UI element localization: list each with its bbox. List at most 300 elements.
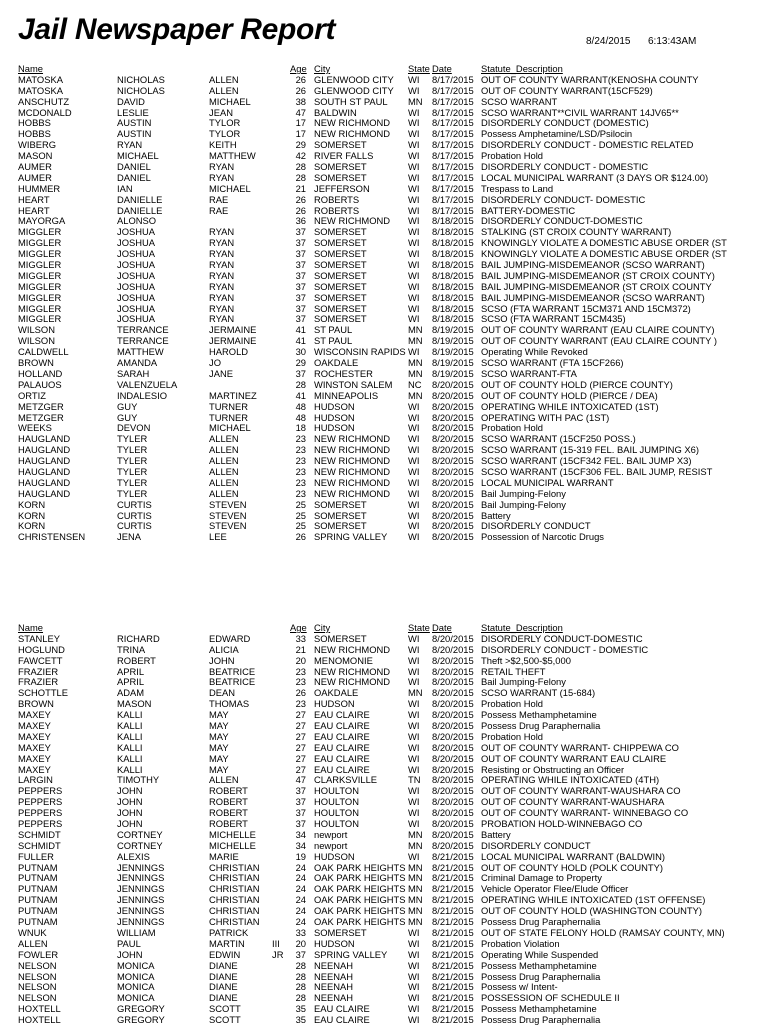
date: 8/18/2015 — [432, 291, 474, 303]
age: 25 — [295, 509, 306, 521]
city: EAU CLAIRE — [314, 709, 370, 721]
date: 8/21/2015 — [432, 861, 474, 873]
city: NEW RICHMOND — [314, 643, 391, 655]
city: BALDWIN — [314, 106, 357, 118]
first-name: TERRANCE — [117, 335, 169, 347]
arrest-table-2 — [18, 623, 758, 1026]
last-name: PUTNAM — [18, 872, 58, 884]
middle-name: STEVEN — [209, 498, 247, 510]
last-name: MAXEY — [18, 752, 51, 764]
state: WI — [408, 182, 420, 194]
city: OAKDALE — [314, 357, 359, 369]
city: OAK PARK HEIGHTS — [314, 872, 406, 884]
state: WI — [408, 709, 420, 721]
statute-description: Probation Hold — [481, 150, 544, 162]
first-name: DANIEL — [117, 171, 151, 183]
date: 8/17/2015 — [432, 193, 474, 205]
date: 8/20/2015 — [432, 444, 474, 456]
city: NEW RICHMOND — [314, 117, 391, 129]
first-name: RICHARD — [117, 632, 160, 644]
state: MN — [408, 894, 423, 906]
state: WI — [408, 1003, 420, 1015]
last-name: AUMER — [18, 171, 52, 183]
state: WI — [408, 926, 420, 938]
table-row — [18, 195, 758, 206]
first-name: JOSHUA — [117, 280, 156, 292]
last-name: ALLEN — [18, 937, 48, 949]
age: 23 — [295, 698, 306, 710]
middle-name: TYLOR — [209, 128, 241, 140]
first-name: VALENZUELA — [117, 378, 178, 390]
statute-description: Probation Violation — [481, 937, 560, 949]
statute-description: DISORDERLY CONDUCT - DOMESTIC RELATED — [481, 139, 694, 151]
city: EAU CLAIRE — [314, 730, 370, 742]
city: CLARKSVILLE — [314, 774, 378, 786]
age: 25 — [295, 520, 306, 532]
header-age: Age — [290, 63, 307, 74]
last-name: METZGER — [18, 411, 64, 423]
statute-description: RETAIL THEFT — [481, 665, 546, 677]
date: 8/20/2015 — [432, 763, 474, 775]
city: SPRING VALLEY — [314, 948, 388, 960]
date: 8/21/2015 — [432, 970, 474, 982]
middle-name: DIANE — [209, 992, 238, 1004]
state: WI — [408, 487, 420, 499]
first-name: CURTIS — [117, 509, 152, 521]
date: 8/18/2015 — [432, 215, 474, 227]
age: 24 — [295, 883, 306, 895]
date: 8/21/2015 — [432, 948, 474, 960]
state: MN — [408, 861, 423, 873]
state: WI — [408, 850, 420, 862]
statute-description: Possess Methamphetamine — [481, 709, 597, 721]
date: 8/20/2015 — [432, 643, 474, 655]
first-name: JENNINGS — [117, 883, 165, 895]
last-name: FRAZIER — [18, 676, 59, 688]
first-name: MONICA — [117, 959, 155, 971]
first-name: JENNINGS — [117, 916, 165, 928]
city: NEW RICHMOND — [314, 487, 391, 499]
table-row — [18, 97, 758, 108]
first-name: JOHN — [117, 785, 143, 797]
date: 8/20/2015 — [432, 818, 474, 830]
last-name: PUTNAM — [18, 883, 58, 895]
state: WI — [408, 937, 420, 949]
state: WI — [408, 509, 420, 521]
city: ST PAUL — [314, 335, 353, 347]
first-name: GREGORY — [117, 1014, 165, 1026]
last-name: CALDWELL — [18, 346, 69, 358]
city: SOMERSET — [314, 291, 367, 303]
middle-name: MAY — [209, 709, 229, 721]
table-row — [18, 656, 758, 667]
statute-description: OPERATING WHILE INTOXICATED (1ST OFFENSE) — [481, 894, 706, 906]
last-name: WIBERG — [18, 139, 57, 151]
city: HOULTON — [314, 796, 359, 808]
last-name: MAXEY — [18, 730, 51, 742]
statute-description: Operating While Revoked — [481, 346, 588, 358]
first-name: ALEXIS — [117, 850, 150, 862]
state: MN — [408, 839, 423, 851]
age: 47 — [295, 774, 306, 786]
middle-name: MAY — [209, 730, 229, 742]
date: 8/20/2015 — [432, 720, 474, 732]
middle-name: MAY — [209, 720, 229, 732]
city: SOMERSET — [314, 498, 367, 510]
middle-name: ALLEN — [209, 774, 239, 786]
city: EAU CLAIRE — [314, 763, 370, 775]
age: 41 — [295, 324, 306, 336]
state: WI — [408, 643, 420, 655]
last-name: MAXEY — [18, 709, 51, 721]
middle-name: JANE — [209, 367, 233, 379]
state: MN — [408, 324, 423, 336]
table-row — [18, 1015, 758, 1026]
first-name: GREGORY — [117, 1003, 165, 1015]
date: 8/17/2015 — [432, 84, 474, 96]
middle-name: RYAN — [209, 237, 235, 249]
state: WI — [408, 444, 420, 456]
statute-description: OUT OF COUNTY WARRANT-WAUSHARA — [481, 796, 665, 808]
middle-name: DIANE — [209, 959, 238, 971]
statute-description: DISORDERLY CONDUCT - DOMESTIC — [481, 643, 649, 655]
last-name: HAUGLAND — [18, 444, 71, 456]
city: OAK PARK HEIGHTS — [314, 916, 406, 928]
middle-name: DIANE — [209, 970, 238, 982]
city: SOMERSET — [314, 161, 367, 173]
middle-name: DEAN — [209, 687, 236, 699]
state: WI — [408, 959, 420, 971]
age: 28 — [295, 981, 306, 993]
statute-description: OPERATING WHILE INTOXICATED (1ST) — [481, 400, 659, 412]
middle-name: RYAN — [209, 291, 235, 303]
date: 8/17/2015 — [432, 204, 474, 216]
state: WI — [408, 346, 420, 358]
age: 34 — [295, 828, 306, 840]
city: SOMERSET — [314, 248, 367, 260]
state: WI — [408, 73, 420, 85]
state: MN — [408, 687, 423, 699]
state: WI — [408, 259, 420, 271]
header-state: State — [408, 63, 430, 74]
statute-description: DISORDERLY CONDUCT — [481, 839, 591, 851]
first-name: INDALESIO — [117, 389, 168, 401]
date: 8/20/2015 — [432, 433, 474, 445]
statute-description: KNOWINGLY VIOLATE A DOMESTIC ABUSE ORDER (ST — [481, 248, 727, 260]
age: 27 — [295, 763, 306, 775]
state: WI — [408, 106, 420, 118]
first-name: CORTNEY — [117, 839, 163, 851]
statute-description: Criminal Damage to Property — [481, 872, 602, 884]
middle-name: KEITH — [209, 139, 237, 151]
header-name: Name — [18, 63, 44, 74]
age: 26 — [295, 193, 306, 205]
last-name: MAXEY — [18, 741, 51, 753]
date: 8/17/2015 — [432, 182, 474, 194]
first-name: JOSHUA — [117, 269, 156, 281]
date: 8/20/2015 — [432, 665, 474, 677]
first-name: MASON — [117, 698, 152, 710]
last-name: HOXTELL — [18, 1003, 61, 1015]
date: 8/20/2015 — [432, 730, 474, 742]
age: 37 — [295, 302, 306, 314]
statute-description: DISORDERLY CONDUCT — [481, 520, 591, 532]
first-name: JOSHUA — [117, 237, 156, 249]
last-name: MATOSKA — [18, 84, 63, 96]
city: HUDSON — [314, 400, 355, 412]
age: 38 — [295, 95, 306, 107]
last-name: HAUGLAND — [18, 433, 71, 445]
city: HOULTON — [314, 818, 359, 830]
first-name: DAVID — [117, 95, 145, 107]
city: SOMERSET — [314, 259, 367, 271]
city: NEENAH — [314, 981, 354, 993]
age: 20 — [295, 654, 306, 666]
middle-name: CHRISTIAN — [209, 861, 260, 873]
middle-name: ROBERT — [209, 785, 248, 797]
header-date: Date — [432, 63, 452, 74]
last-name: ANSCHUTZ — [18, 95, 70, 107]
first-name: GUY — [117, 400, 138, 412]
date: 8/20/2015 — [432, 828, 474, 840]
age: 30 — [295, 346, 306, 358]
city: GLENWOOD CITY — [314, 73, 394, 85]
date: 8/21/2015 — [432, 872, 474, 884]
age: 26 — [295, 84, 306, 96]
statute-description: OUT OF COUNTY WARRANT- CHIPPEWA CO — [481, 741, 679, 753]
date: 8/21/2015 — [432, 1014, 474, 1026]
statute-description: OUT OF COUNTY WARRANT(15CF529) — [481, 84, 653, 96]
last-name: HOXTELL — [18, 1014, 61, 1026]
middle-name: JERMAINE — [209, 324, 257, 336]
age: 27 — [295, 730, 306, 742]
age: 37 — [295, 313, 306, 325]
last-name: NELSON — [18, 970, 57, 982]
city: NEENAH — [314, 959, 354, 971]
middle-name: MAY — [209, 763, 229, 775]
statute-description: POSSESSION OF SCHEDULE II — [481, 992, 620, 1004]
statute-description: OPERATING WITH PAC (1ST) — [481, 411, 610, 423]
state: WI — [408, 676, 420, 688]
state: WI — [408, 796, 420, 808]
statute-description: OUT OF COUNTY WARRANT EAU CLAIRE — [481, 752, 667, 764]
statute-description: Battery — [481, 509, 511, 521]
last-name: LARGIN — [18, 774, 53, 786]
statute-description: OPERATING WHILE INTOXICATED (4TH) — [481, 774, 660, 786]
last-name: HOGLUND — [18, 643, 65, 655]
state: WI — [408, 665, 420, 677]
middle-name: BEATRICE — [209, 665, 256, 677]
date: 8/17/2015 — [432, 106, 474, 118]
date: 8/20/2015 — [432, 632, 474, 644]
statute-description: OUT OF COUNTY HOLD (PIERCE COUNTY) — [481, 378, 673, 390]
statute-description: OUT OF COUNTY HOLD (WASHINGTON COUNTY) — [481, 905, 703, 917]
first-name: NICHOLAS — [117, 84, 165, 96]
last-name: PUTNAM — [18, 905, 58, 917]
city: HUDSON — [314, 937, 355, 949]
age: 23 — [295, 433, 306, 445]
statute-description: Possess Amphetamine/LSD/Psilocin — [481, 128, 633, 140]
middle-name: PATRICK — [209, 926, 249, 938]
date: 8/20/2015 — [432, 411, 474, 423]
last-name: MCDONALD — [18, 106, 72, 118]
date: 8/21/2015 — [432, 1003, 474, 1015]
middle-name: LEE — [209, 531, 227, 543]
first-name: JOHN — [117, 807, 143, 819]
state: WI — [408, 476, 420, 488]
age: 27 — [295, 709, 306, 721]
middle-name: THOMAS — [209, 698, 250, 710]
date: 8/17/2015 — [432, 150, 474, 162]
statute-description: BAIL JUMPING-MISDEMEANOR (SCSO WARRANT) — [481, 259, 705, 271]
statute-description: SCSO WARRANT-FTA — [481, 367, 577, 379]
first-name: JOHN — [117, 948, 143, 960]
statute-description: LOCAL MUNICIPAL WARRANT — [481, 476, 614, 488]
first-name: JOSHUA — [117, 226, 156, 238]
city: SOMERSET — [314, 237, 367, 249]
city: SOMERSET — [314, 509, 367, 521]
age: 21 — [295, 643, 306, 655]
date: 8/21/2015 — [432, 992, 474, 1004]
city: MINNEAPOLIS — [314, 389, 379, 401]
middle-name: JEAN — [209, 106, 233, 118]
age: 37 — [295, 291, 306, 303]
statute-description: Battery — [481, 828, 511, 840]
middle-name: RYAN — [209, 248, 235, 260]
age: 37 — [295, 948, 306, 960]
statute-description: Possess Drug Paraphernalia — [481, 970, 601, 982]
first-name: DANIELLE — [117, 204, 163, 216]
first-name: JENNINGS — [117, 872, 165, 884]
statute-description: OUT OF COUNTY WARRANT (EAU CLAIRE COUNTY ) — [481, 335, 717, 347]
date: 8/20/2015 — [432, 531, 474, 543]
age: 48 — [295, 411, 306, 423]
first-name: TYLER — [117, 444, 148, 456]
first-name: JENNINGS — [117, 861, 165, 873]
last-name: HEART — [18, 204, 50, 216]
city: SOMERSET — [314, 302, 367, 314]
date: 8/21/2015 — [432, 959, 474, 971]
statute-description: LOCAL MUNICIPAL WARRANT (BALDWIN) — [481, 850, 666, 862]
statute-description: Possession of Narcotic Drugs — [481, 531, 604, 543]
city: WISCONSIN RAPIDS — [314, 346, 406, 358]
statute-description: Probation Hold — [481, 730, 544, 742]
middle-name: ROBERT — [209, 807, 248, 819]
state: WI — [408, 948, 420, 960]
first-name: ROBERT — [117, 654, 156, 666]
table-row — [18, 402, 758, 413]
state: WI — [408, 763, 420, 775]
date: 8/20/2015 — [432, 741, 474, 753]
first-name: JOSHUA — [117, 302, 156, 314]
last-name: MIGGLER — [18, 226, 62, 238]
date: 8/17/2015 — [432, 139, 474, 151]
middle-name: STEVEN — [209, 509, 247, 521]
first-name: KALLI — [117, 752, 143, 764]
last-name: HAUGLAND — [18, 487, 71, 499]
middle-name: ROBERT — [209, 818, 248, 830]
age: 42 — [295, 150, 306, 162]
age: 36 — [295, 215, 306, 227]
statute-description: Possess w/ Intent- — [481, 981, 558, 993]
state: WI — [408, 970, 420, 982]
last-name: WEEKS — [18, 422, 52, 434]
date: 8/20/2015 — [432, 487, 474, 499]
date: 8/20/2015 — [432, 378, 474, 390]
first-name: CURTIS — [117, 520, 152, 532]
middle-name: ALLEN — [209, 433, 239, 445]
middle-name: BEATRICE — [209, 676, 256, 688]
city: SOMERSET — [314, 171, 367, 183]
middle-name: JO — [209, 357, 221, 369]
first-name: WILLIAM — [117, 926, 156, 938]
city: GLENWOOD CITY — [314, 84, 394, 96]
state: WI — [408, 291, 420, 303]
date: 8/20/2015 — [432, 785, 474, 797]
first-name: AUSTIN — [117, 117, 152, 129]
state: WI — [408, 280, 420, 292]
middle-name: JOHN — [209, 654, 235, 666]
last-name: MAXEY — [18, 720, 51, 732]
state: TN — [408, 774, 421, 786]
last-name: WILSON — [18, 324, 55, 336]
last-name: SCHMIDT — [18, 828, 61, 840]
age: 35 — [295, 1003, 306, 1015]
state: WI — [408, 741, 420, 753]
statute-description: SCSO WARRANT**CIVIL WARRANT 14JV65** — [481, 106, 679, 118]
middle-name: RYAN — [209, 259, 235, 271]
date: 8/19/2015 — [432, 346, 474, 358]
statute-description: OUT OF COUNTY WARRANT(KENOSHA COUNTY — [481, 73, 699, 85]
age: 27 — [295, 752, 306, 764]
statute-description: OUT OF COUNTY WARRANT (EAU CLAIRE COUNTY) — [481, 324, 715, 336]
date: 8/20/2015 — [432, 509, 474, 521]
first-name: TYLER — [117, 455, 148, 467]
middle-name: MAY — [209, 752, 229, 764]
first-name: RYAN — [117, 139, 143, 151]
first-name: KALLI — [117, 741, 143, 753]
first-name: ALONSO — [117, 215, 157, 227]
city: JEFFERSON — [314, 182, 370, 194]
age: 28 — [295, 161, 306, 173]
date: 8/20/2015 — [432, 498, 474, 510]
first-name: PAUL — [117, 937, 141, 949]
middle-name: TURNER — [209, 411, 249, 423]
state: MN — [408, 367, 423, 379]
header-city: City — [314, 63, 331, 74]
middle-name: ROBERT — [209, 796, 248, 808]
first-name: TERRANCE — [117, 324, 169, 336]
middle-name: ALLEN — [209, 84, 239, 96]
statute-description: Bail Jumping-Felony — [481, 498, 566, 510]
state: WI — [408, 992, 420, 1004]
state: MN — [408, 872, 423, 884]
middle-name: TURNER — [209, 400, 249, 412]
age: 37 — [295, 785, 306, 797]
middle-name: RYAN — [209, 269, 235, 281]
state: WI — [408, 698, 420, 710]
date: 8/20/2015 — [432, 389, 474, 401]
last-name: AUMER — [18, 161, 52, 173]
first-name: JOHN — [117, 818, 143, 830]
statute-description: DISORDERLY CONDUCT (DOMESTIC) — [481, 117, 649, 129]
statute-description: SCSO (FTA WARRANT 15CM435) — [481, 313, 626, 325]
state: WI — [408, 752, 420, 764]
city: NEENAH — [314, 970, 354, 982]
age: 26 — [295, 687, 306, 699]
middle-name: MICHELLE — [209, 828, 256, 840]
middle-name: MICHAEL — [209, 95, 251, 107]
